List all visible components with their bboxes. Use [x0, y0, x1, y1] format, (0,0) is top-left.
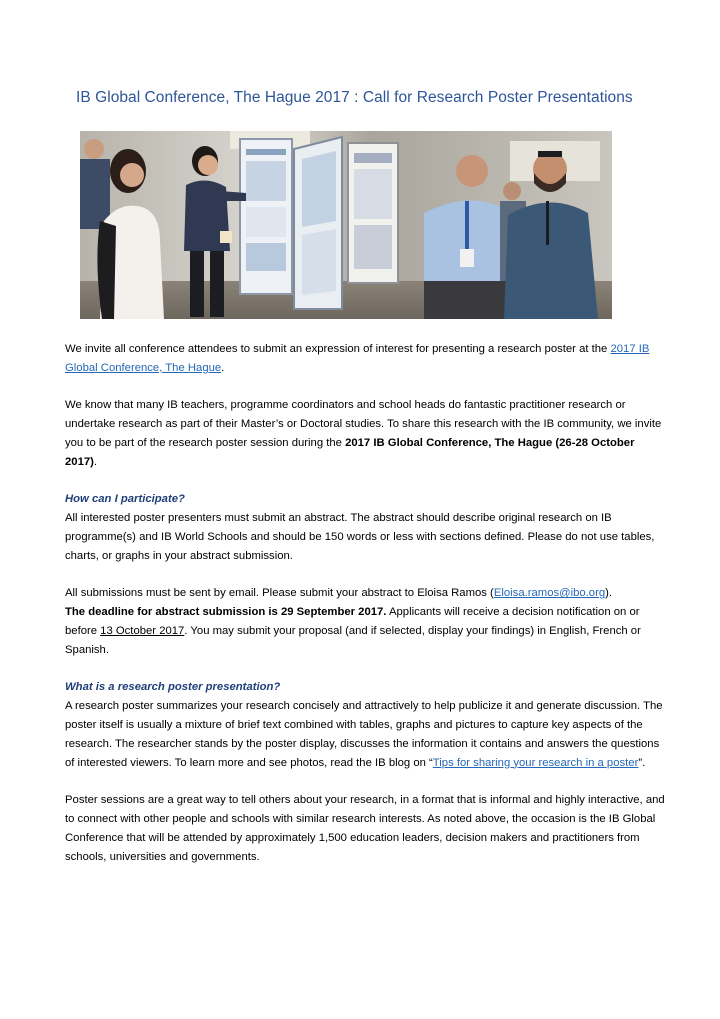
poster-board-left — [240, 139, 292, 294]
submission-text: All submissions must be sent by email. Please submit your abstract to Eloisa Ramos ( — [65, 587, 494, 600]
tips-link[interactable]: Tips for sharing your research in a poster — [432, 756, 639, 769]
page-title: IB Global Conference, The Hague 2017 : Call for Research Poster Presentations — [76, 89, 633, 106]
deadline-text: The deadline for abstract submission is 29 September 2017. — [65, 606, 387, 619]
research-paragraph — [65, 396, 665, 471]
participate-heading: How can I participate? — [65, 493, 185, 506]
notification-date: 13 October 2017 — [100, 624, 185, 637]
participate-text: All interested poster presenters must submit an abstract. The abstract should describe original research on IB programme(s) and IB World Schools and should be 150 words or less with sections defined. Please do not use tables, charts, or graphs in your abstract submission. — [65, 512, 655, 562]
photo-illustration — [80, 131, 612, 319]
sessions-paragraph: Poster sessions are a great way to tell others about your research, in a format that is informal and highly interactive, and to connect with other people and schools with similar research interests. As noted above, the occasion is the IB Global Conference that will be attended by approximately 1,500 education leaders, decision makers and practitioners from schools, universities and governments. — [65, 794, 665, 863]
poster-text: A research poster summarizes your research concisely and attractively to help publicize it and generate discussion. The poster itself is usually a mixture of brief text combined with tables, graphs and pictures to capture key aspects of the research. The researcher stands by the poster display, discusses the information it contains and answers the questions of interested viewers. To learn more and see photos, read the IB blog on “ — [65, 700, 663, 769]
research-text: We know that many IB teachers, programme coordinators and school heads do fantastic practitioner research or undertake research as part of their Master’s or Doctoral studies. To share this research with the IB community, we invite you to be part of the research poster session during the — [65, 399, 662, 449]
conference-photo — [80, 131, 612, 319]
participate-section — [65, 490, 665, 565]
poster-text-end: ”. — [638, 756, 646, 769]
email-link[interactable]: Eloisa.ramos@ibo.org — [493, 587, 606, 600]
intro-text-end: . — [221, 361, 225, 374]
poster-section — [65, 678, 665, 772]
poster-board-center — [294, 137, 342, 309]
submission-text-2: ). — [605, 587, 613, 600]
conference-link[interactable]: 2017 IB Global Conference, The Hague — [65, 343, 650, 374]
intro-text: We invite all conference attendees to submit an expression of interest for presenting a research poster at the — [65, 343, 611, 355]
poster-heading: What is a research poster presentation? — [65, 681, 281, 694]
conference-dates: 2017 IB Global Conference, The Hague (26-28 October 2017) — [65, 436, 635, 468]
research-text-end: . — [93, 455, 98, 468]
submission-paragraph — [65, 584, 665, 659]
submission-text-end: . You may submit your proposal (and if selected, display your findings) in English, French or Spanish. — [65, 624, 641, 656]
poster-board-right — [348, 143, 398, 283]
submission-text-3: Applicants will receive a decision notification on or before — [65, 606, 640, 637]
article-body — [65, 340, 665, 885]
intro-paragraph — [65, 340, 665, 378]
